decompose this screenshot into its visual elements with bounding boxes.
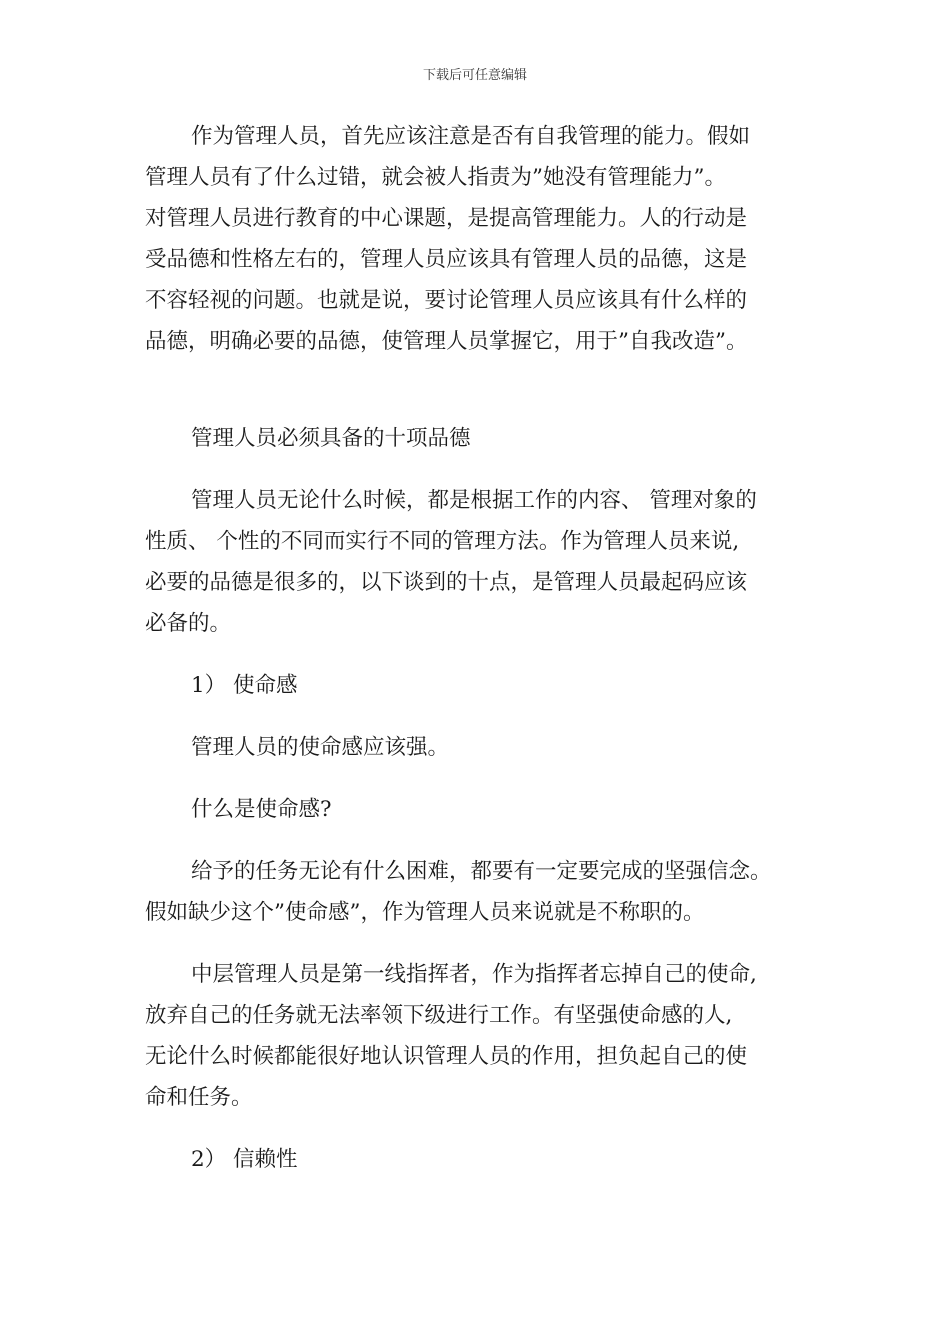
- text-line: 命和任务。: [145, 1085, 253, 1110]
- text-line: 受品德和性格左右的，管理人员应该具有管理人员的品德，这是: [145, 247, 748, 272]
- paragraph-intro: [145, 116, 810, 362]
- paragraph-mission-question: [145, 789, 810, 830]
- page-header: 下载后可任意编辑: [422, 68, 527, 83]
- text-line: 必要的品德是很多的，以下谈到的十点，是管理人员最起码应该: [145, 570, 748, 595]
- paragraph-mission-strong: [145, 727, 810, 768]
- item-heading-trust: [145, 1139, 810, 1180]
- text-line: 给予的任务无论有什么困难，都要有一定要完成的坚强信念。: [191, 859, 772, 884]
- paragraph-ten-virtues: [145, 480, 810, 644]
- text-line: 性质、 个性的不同而实行不同的管理方法。作为管理人员来说,: [145, 529, 740, 554]
- document-body: [145, 116, 810, 1180]
- text-line: 什么是使命感?: [191, 797, 332, 822]
- text-line: 中层管理人员是第一线指挥者，作为指挥者忘掉自己的使命,: [191, 962, 757, 987]
- paragraph-middle-managers: [145, 954, 810, 1118]
- text-line: 假如缺少这个”使命感”，作为管理人员来说就是不称职的。: [145, 900, 705, 925]
- paragraph-mission-definition: [145, 851, 810, 933]
- text-line: 对管理人员进行教育的中心课题，是提高管理能力。人的行动是: [145, 206, 748, 231]
- heading-text: 1） 使命感: [191, 673, 298, 698]
- heading-text: 2） 信赖性: [191, 1147, 298, 1172]
- text-line: 必备的。: [145, 611, 232, 636]
- heading-text: 管理人员必须具备的十项品德: [191, 426, 471, 451]
- text-line: 管理人员有了什么过错，就会被人指责为”她没有管理能力”。: [145, 165, 726, 190]
- text-line: 作为管理人员，首先应该注意是否有自我管理的能力。假如: [191, 124, 751, 149]
- text-line: 管理人员的使命感应该强。: [191, 735, 450, 760]
- text-line: 无论什么时候都能很好地认识管理人员的作用，担负起自己的使: [145, 1044, 748, 1069]
- section-heading: [145, 418, 810, 459]
- item-heading-mission: [145, 665, 810, 706]
- text-line: 管理人员无论什么时候，都是根据工作的内容、 管理对象的: [191, 488, 757, 513]
- text-line: 不容轻视的问题。也就是说，要讨论管理人员应该具有什么样的: [145, 288, 748, 313]
- text-line: 品德，明确必要的品德，使管理人员掌握它，用于”自我改造”。: [145, 329, 748, 354]
- text-line: 放弃自己的任务就无法率领下级进行工作。有坚强使命感的人,: [145, 1003, 733, 1028]
